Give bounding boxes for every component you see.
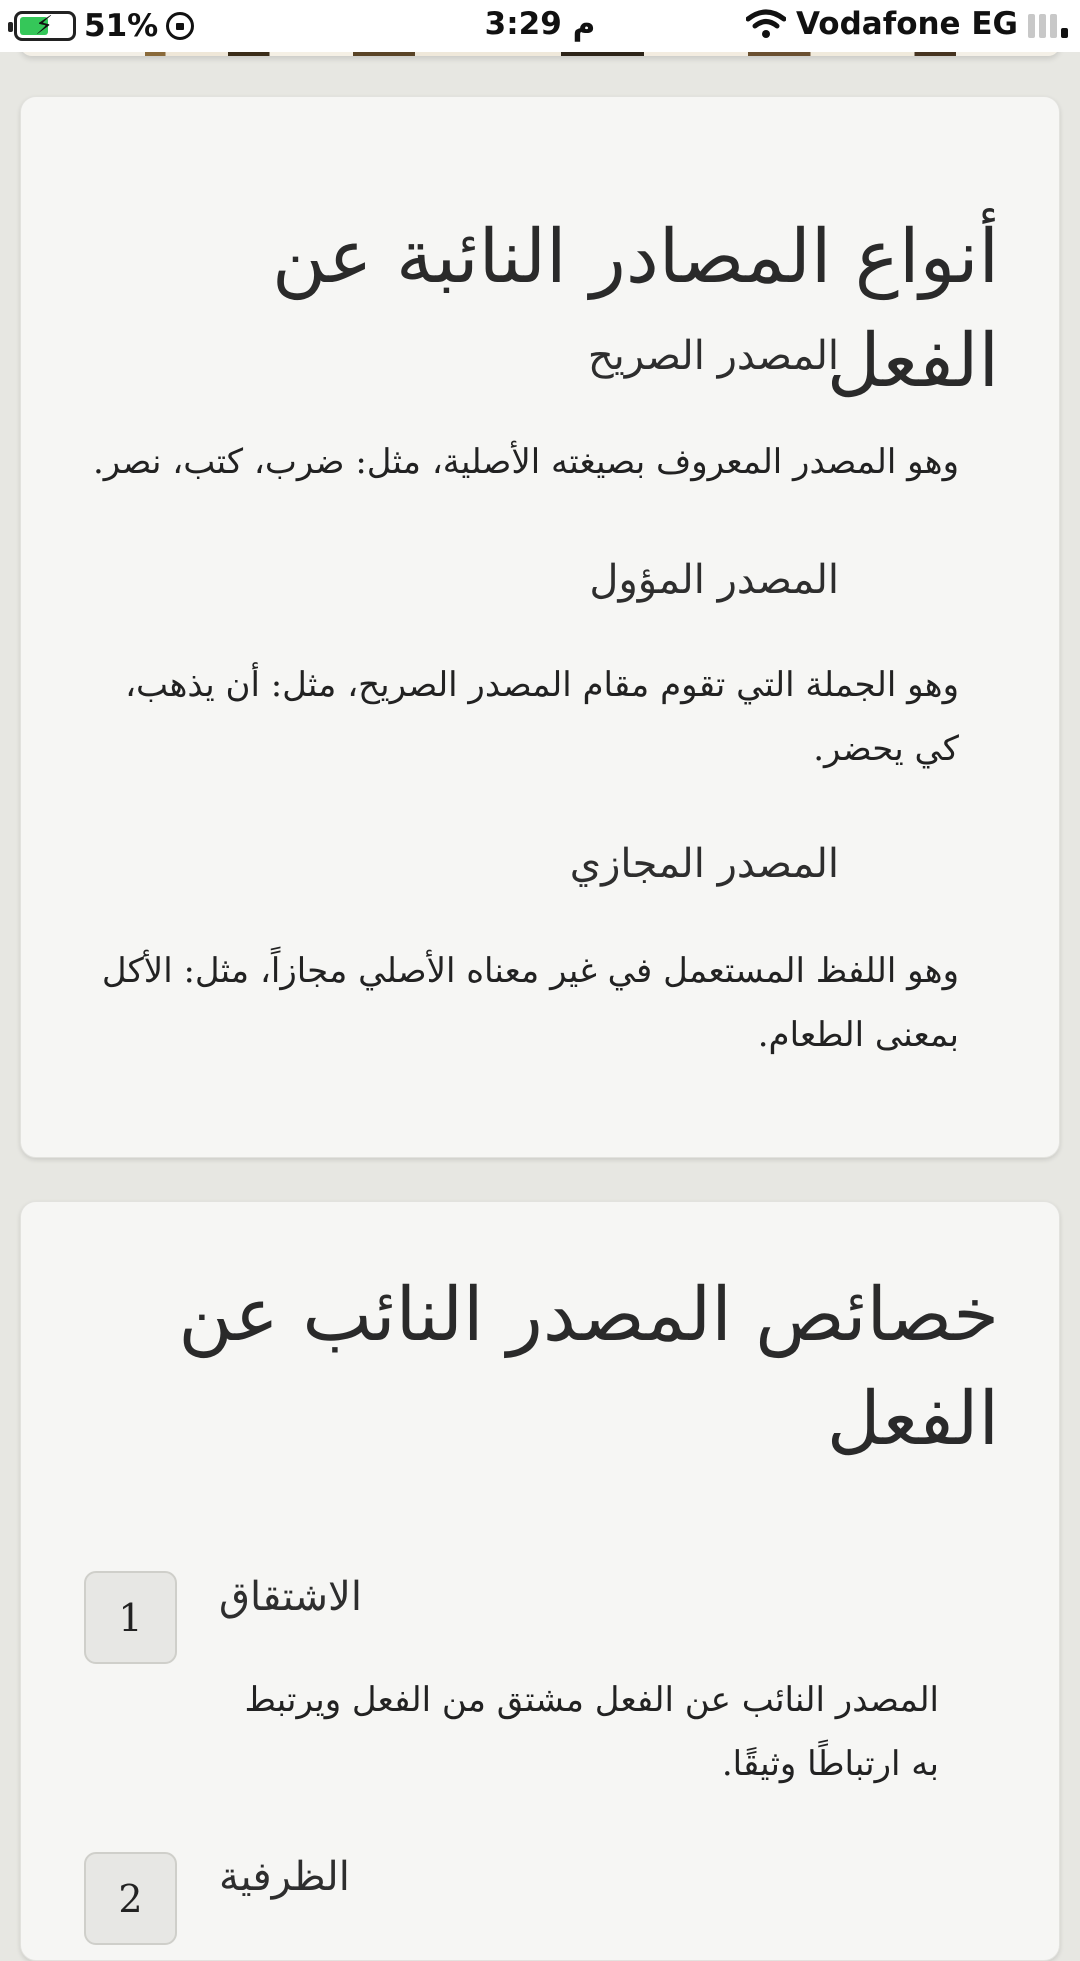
- section-heading-interpreted: المصدر المؤول: [589, 557, 839, 603]
- section-heading-figurative: المصدر المجازي: [569, 841, 839, 887]
- battery-icon: ⚡: [14, 11, 76, 41]
- status-bar: [0, 0, 1080, 52]
- features-card-title: خصائص المصدر النائب عن الفعل: [178, 1272, 999, 1462]
- status-right: [746, 6, 1068, 42]
- features-card: [20, 1201, 1060, 1961]
- carrier-name: Vodafone EG: [796, 6, 1018, 42]
- types-card-title: أنواع المصادر النائبة عن الفعل: [271, 214, 999, 404]
- types-card: [20, 96, 1060, 1158]
- item-number-badge: 2: [84, 1852, 177, 1945]
- wifi-icon: [746, 9, 786, 39]
- item-text-derivation: المصدر النائب عن الفعل مشتق من الفعل ويرتبط به ارتباطًا وثيقًا.: [244, 1680, 939, 1784]
- section-text-explicit: وهو المصدر المعروف بصيغته الأصلية، مثل: ضرب، كتب، نصر.: [92, 442, 959, 482]
- battery-percentage: 51%: [84, 8, 159, 44]
- item-heading-adverbial: الظرفية: [219, 1854, 350, 1900]
- section-text-figurative: وهو اللفظ المستعمل في غير معناه الأصلي مجازاً، مثل: الأكل بمعنى الطعام.: [101, 951, 959, 1055]
- section-text-interpreted: وهو الجملة التي تقوم مقام المصدر الصريح، مثل: أن يذهب، كي يحضر.: [125, 665, 959, 769]
- signal-icon: [1028, 10, 1068, 38]
- section-heading-explicit: المصدر الصريح: [587, 333, 839, 379]
- item-heading-derivation: الاشتقاق: [219, 1574, 362, 1620]
- status-time: 3:29 م: [484, 6, 596, 42]
- item-number-badge: 1: [84, 1571, 177, 1664]
